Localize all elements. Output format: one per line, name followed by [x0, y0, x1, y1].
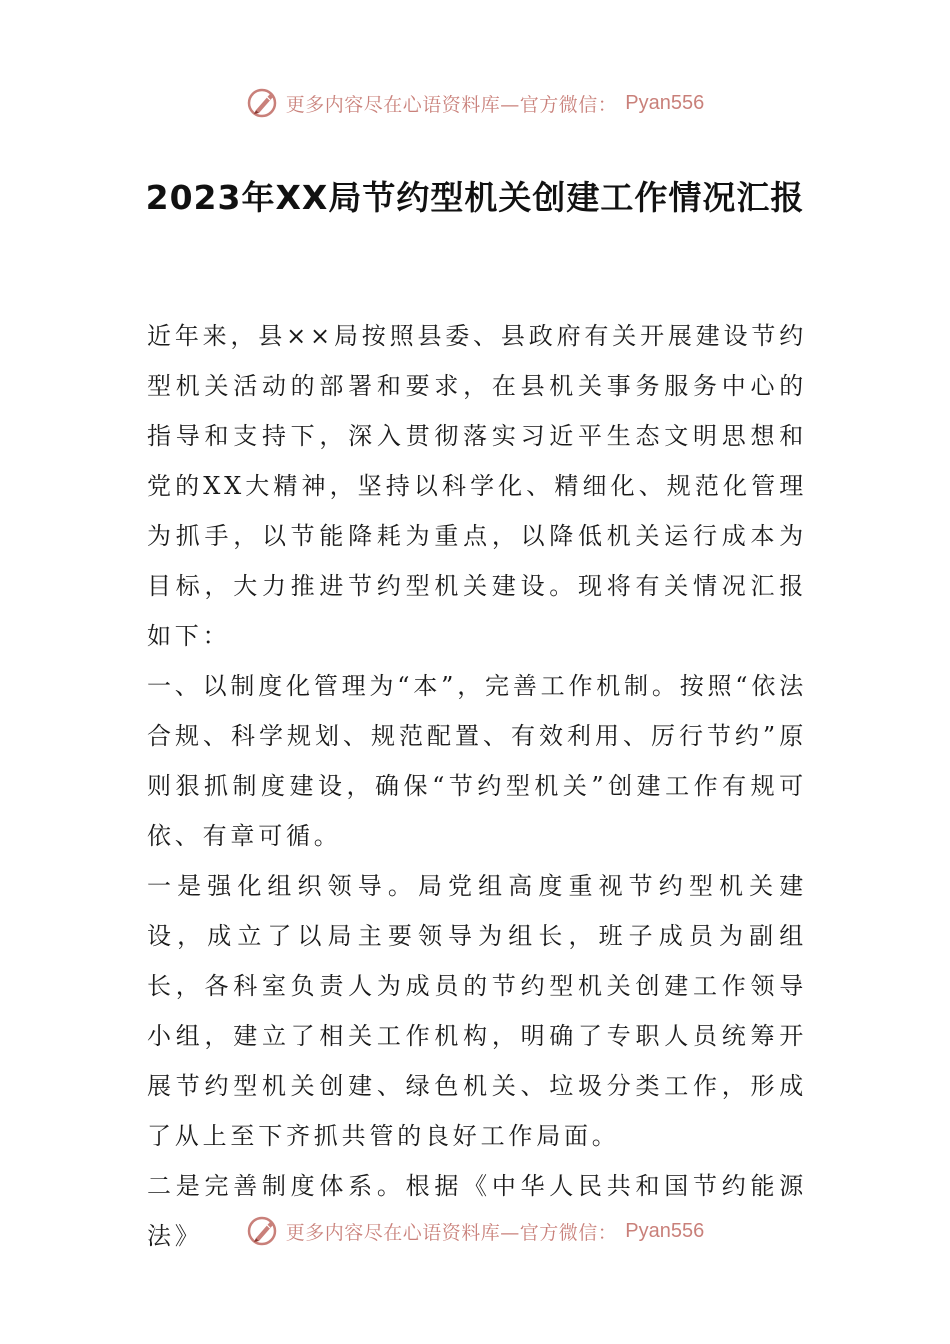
paragraph-point-two: 二是完善制度体系。根据《中华人民共和国节约能源法》: [147, 1172, 807, 1250]
pen-logo-icon: [246, 86, 280, 120]
footer-watermark: [0, 1211, 950, 1251]
paragraph-point-one: 一是强化组织领导。局党组高度重视节约型机关建设，成立了以局主要领导为组长，班子成员为副组长，各科室负责人为成员的节约型机关创建工作领导小组，建立了相关工作机构，明确了专职人员统筹开展节约型机关创建、绿色机关、垃圾分类工作，形成了从上至下齐抓共管的良好工作局面。: [147, 872, 807, 1150]
document-body: [147, 311, 807, 1261]
watermark-text: 更多内容尽在心语资料库—官方微信：: [285, 1221, 618, 1244]
pen-logo-icon: [246, 1214, 280, 1248]
watermark-wechat-id: Pyan556: [625, 1219, 705, 1242]
watermark-text: 更多内容尽在心语资料库—官方微信：: [285, 93, 618, 116]
document-title: 2023年XX局节约型机关创建工作情况汇报: [145, 178, 805, 217]
header-watermark: [0, 83, 950, 123]
paragraph-intro: 近年来，县××局按照县委、县政府有关开展建设节约型机关活动的部署和要求，在县机关事务服务中心的指导和支持下，深入贯彻落实习近平生态文明思想和党的XX大精神，坚持以科学化、精细化、规范化管理为抓手，以节能降耗为重点，以降低机关运行成本为目标，大力推进节约型机关建设。现将有关情况汇报如下：: [147, 322, 807, 650]
paragraph-section-one: 一、以制度化管理为“本”，完善工作机制。按照“依法合规、科学规划、规范配置、有效利用、厉行节约”原则狠抓制度建设，确保“节约型机关”创建工作有规可依、有章可循。: [147, 672, 807, 850]
watermark-wechat-id: Pyan556: [625, 91, 705, 114]
